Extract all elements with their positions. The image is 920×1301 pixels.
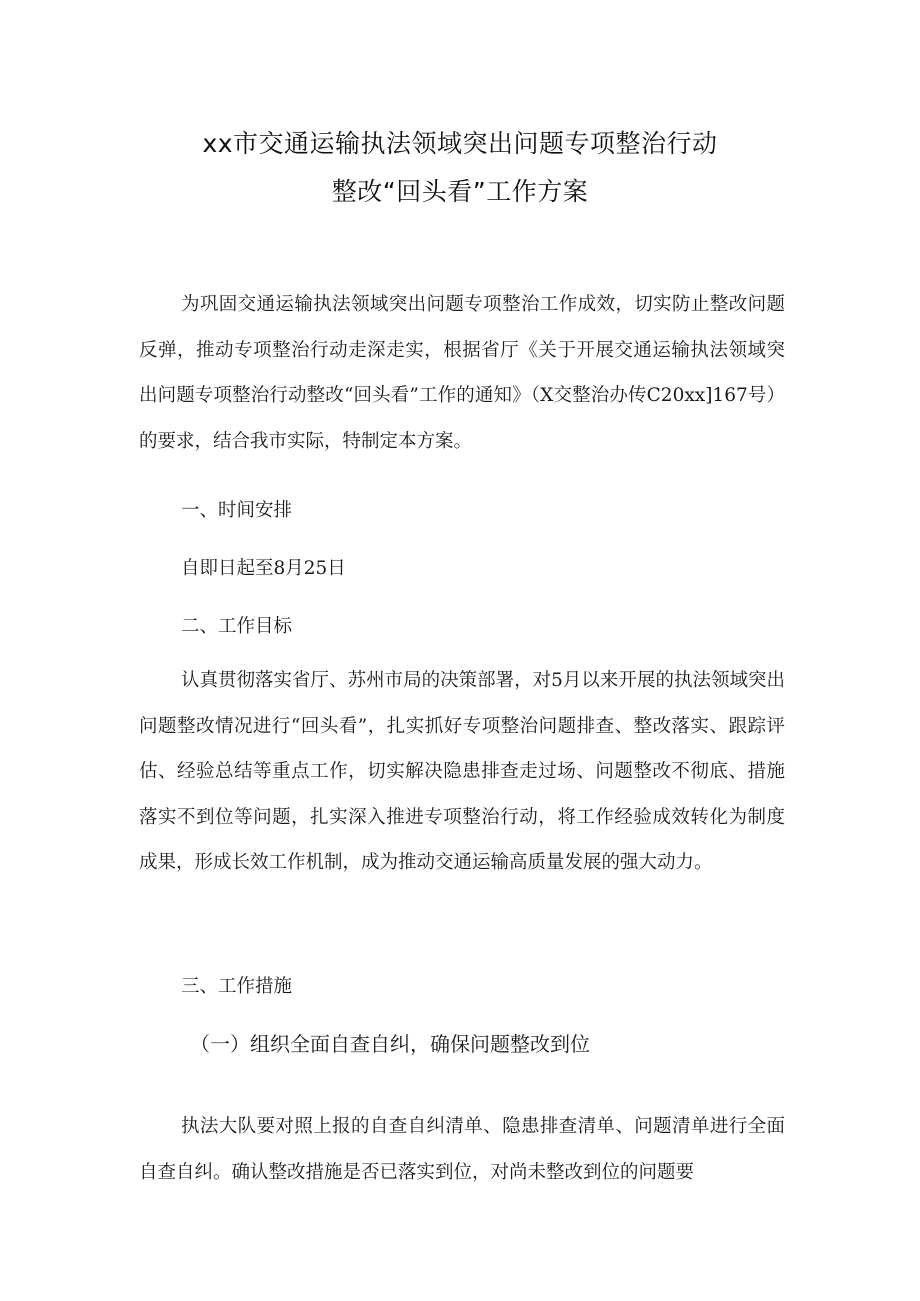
section-2-paragraph: 认真贯彻落实省厅、苏州市局的决策部署，对5月以来开展的执法领域突出问题整改情况进行“回头看”，扎实抓好专项整治问题排查、整改落实、跟踪评估、经验总结等重点工作，切实解决隐患排查走过场、问题整改不彻底、措施落实不到位等问题，扎实深入推进专项整治行动，将工作经验成效转化为制度成果，形成长效工作机制，成为推动交通运输高质量发展的强大动力。 <box>139 670 785 873</box>
document-title-line-1: xx市交通运输执法领域突出问题专项整治行动 <box>202 129 718 158</box>
section-1-heading: 一、时间安排 <box>181 500 293 521</box>
subsection-1-heading: （一）组织全面自查自纠，确保问题整改到位 <box>190 1032 590 1056</box>
subsection-1-paragraph: 执法大队要对照上报的自查自纠清单、隐患排查清单、问题清单进行全面自查自纠。确认整改措施是否已落实到位，对尚未整改到位的问题要 <box>139 1116 785 1183</box>
section-2-heading: 二、工作目标 <box>181 616 293 637</box>
document-title-line-2: 整改“回头看”工作方案 <box>331 177 589 206</box>
section-1-text: 自即日起至8月25日 <box>181 558 346 579</box>
section-3-heading: 三、工作措施 <box>181 976 293 997</box>
intro-paragraph: 为巩固交通运输执法领域突出问题专项整治工作成效，切实防止整改问题反弹，推动专项整治行动走深走实，根据省厅《关于开展交通运输执法领域突出问题专项整治行动整改“回头看”工作的通知》（X交整治办传C20xx]167号）的要求，结合我市实际，特制定本方案。 <box>139 294 785 452</box>
